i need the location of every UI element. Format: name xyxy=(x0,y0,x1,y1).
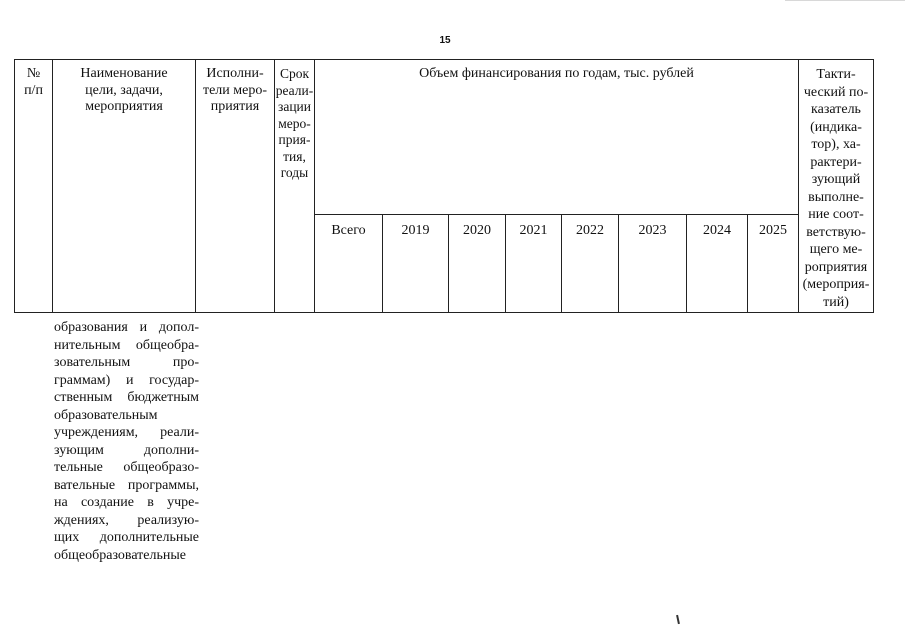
scan-edge-line xyxy=(785,0,905,1)
header-cell-year xyxy=(383,215,449,313)
description-line: ственным бюджетным xyxy=(54,390,199,405)
description-line: тельные общеобразо- xyxy=(54,460,199,475)
description-line: общеобразовательные xyxy=(54,547,186,563)
description-line: зовательным про- xyxy=(54,355,199,370)
header-cell-year xyxy=(449,215,506,313)
header-cell-funding xyxy=(315,60,799,215)
header-total-text: Всего xyxy=(331,223,366,238)
description-line: щих дополнительные xyxy=(54,530,199,545)
header-cell-year xyxy=(687,215,748,313)
scan-mark xyxy=(676,615,680,624)
description-line: учреждениям, реали- xyxy=(54,425,199,440)
header-name-text: Наименование цели, задачи, мероприятия xyxy=(80,66,168,114)
header-cell-executors xyxy=(196,60,275,313)
measure-description xyxy=(54,319,199,564)
header-cell-year xyxy=(506,215,562,313)
header-cell-number xyxy=(15,60,53,313)
header-cell-indicator xyxy=(799,60,874,313)
description-line: граммам) и государ- xyxy=(54,372,199,388)
header-term-text: Срок реали- зации меро- прия- тия, годы xyxy=(275,66,314,180)
header-cell-year xyxy=(619,215,687,313)
header-year-text: 2021 xyxy=(519,223,548,238)
description-line: ждениях, реализую- xyxy=(54,512,199,528)
header-cell-year xyxy=(748,215,799,313)
header-indicator-text: Такти- ческий по- казатель (индика- тор), ха- рактери- зующий выполне- ние соот- ветствую- щего ме- роприятия (мероприя- тий) xyxy=(802,67,870,310)
header-year-text: 2019 xyxy=(401,223,430,238)
header-year-text: 2025 xyxy=(759,223,787,238)
header-executors-text: Исполни- тели меро- приятия xyxy=(202,66,268,114)
description-line: нительным общеобра- xyxy=(54,337,199,353)
description-line: образовательным xyxy=(54,407,158,423)
header-year-text: 2022 xyxy=(576,223,604,238)
header-number-text: № п/п xyxy=(24,66,43,98)
description-line: образования и допол- xyxy=(54,320,199,335)
header-cell-year xyxy=(562,215,619,313)
description-line: на создание в учре- xyxy=(54,495,199,510)
header-cell-name xyxy=(53,60,196,313)
page-number: 15 xyxy=(439,35,451,46)
financing-table-header xyxy=(14,59,874,313)
header-cell-term xyxy=(275,60,315,313)
header-year-text: 2024 xyxy=(703,223,731,238)
description-line: зующим дополни- xyxy=(54,442,199,458)
header-cell-total xyxy=(315,215,383,313)
header-year-text: 2023 xyxy=(638,223,667,238)
header-year-text: 2020 xyxy=(463,223,491,238)
header-funding-text: Объем финансирования по годам, тыс. рублей xyxy=(419,66,694,81)
description-line: вательные программы, xyxy=(54,477,199,493)
